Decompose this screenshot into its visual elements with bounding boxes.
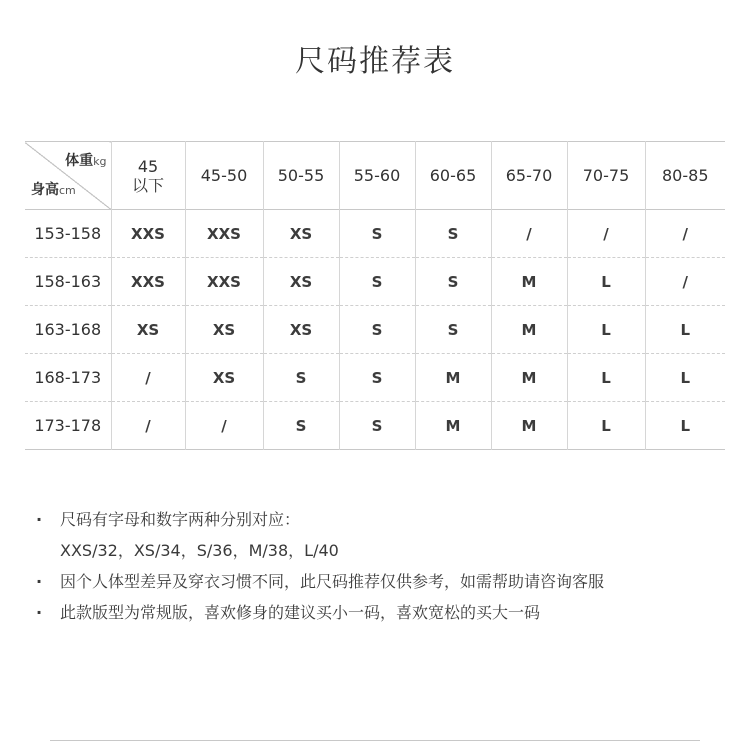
table-header-row bbox=[25, 142, 725, 210]
note-text: XXS/32，XS/34，S/36，M/38，L/40 bbox=[60, 541, 339, 560]
note-text: 尺码有字母和数字两种分别对应： bbox=[60, 510, 301, 529]
size-cell: L bbox=[680, 416, 691, 435]
size-cell: S bbox=[415, 210, 491, 258]
size-cell: L bbox=[680, 320, 691, 339]
table-corner-cell bbox=[25, 142, 111, 210]
size-cell: S bbox=[339, 354, 415, 402]
table-row bbox=[25, 210, 725, 258]
weight-column-header bbox=[111, 142, 185, 210]
table-row bbox=[25, 354, 725, 402]
weight-column-header bbox=[415, 142, 491, 210]
note-item bbox=[34, 597, 724, 628]
weight-axis-label: 体重kg bbox=[65, 153, 107, 169]
weight-column-label: 45-50 bbox=[200, 166, 248, 185]
size-cell: M bbox=[491, 306, 567, 354]
size-cell: XXS bbox=[111, 210, 185, 258]
height-range-cell: 153-158 bbox=[25, 210, 111, 258]
size-cell: XXS bbox=[185, 258, 263, 306]
size-cell: L bbox=[567, 402, 645, 450]
height-axis-label: 身高cm bbox=[31, 182, 76, 198]
height-range-cell: 173-178 bbox=[25, 402, 111, 450]
height-range-cell: 158-163 bbox=[25, 258, 111, 306]
weight-column-label: 50-55 bbox=[277, 166, 325, 185]
size-cell: XS bbox=[263, 306, 339, 354]
height-range-cell: 168-173 bbox=[25, 354, 111, 402]
weight-column-header bbox=[339, 142, 415, 210]
page-title: 尺码推荐表 bbox=[295, 44, 455, 79]
table-body bbox=[25, 210, 725, 450]
size-cell: M bbox=[415, 402, 491, 450]
size-cell: S bbox=[339, 210, 415, 258]
size-cell: S bbox=[339, 258, 415, 306]
size-cell: / bbox=[185, 402, 263, 450]
bullet-icon: · bbox=[36, 572, 43, 591]
weight-column-header bbox=[263, 142, 339, 210]
size-cell: / bbox=[682, 224, 688, 243]
table-row bbox=[25, 402, 725, 450]
size-cell: S bbox=[415, 306, 491, 354]
weight-column-label: 以下 bbox=[131, 175, 164, 195]
weight-column-label: 80-85 bbox=[662, 166, 709, 185]
size-cell: / bbox=[567, 210, 645, 258]
note-text: 此款版型为常规版，喜欢修身的建议买小一码，喜欢宽松的买大一码 bbox=[60, 603, 541, 622]
size-cell: S bbox=[263, 354, 339, 402]
size-cell: L bbox=[680, 368, 691, 387]
size-cell: L bbox=[567, 354, 645, 402]
weight-column-header bbox=[645, 142, 725, 210]
size-cell: S bbox=[263, 402, 339, 450]
weight-column-header bbox=[491, 142, 567, 210]
size-cell: L bbox=[567, 306, 645, 354]
size-cell: / bbox=[111, 354, 185, 402]
note-item bbox=[34, 535, 724, 566]
size-cell: M bbox=[415, 354, 491, 402]
size-cell: / bbox=[491, 210, 567, 258]
size-cell: XXS bbox=[111, 258, 185, 306]
weight-column-label: 60-65 bbox=[429, 166, 477, 185]
bullet-icon: · bbox=[36, 603, 43, 622]
size-cell: / bbox=[682, 272, 688, 291]
weight-column-label: 45 bbox=[137, 156, 159, 176]
size-cell: M bbox=[491, 354, 567, 402]
size-chart-table bbox=[25, 141, 725, 450]
size-cell: M bbox=[491, 258, 567, 306]
size-cell: XS bbox=[185, 306, 263, 354]
size-cell: XXS bbox=[185, 210, 263, 258]
bullet-icon: · bbox=[36, 510, 43, 529]
note-item bbox=[34, 566, 724, 597]
size-cell: S bbox=[339, 306, 415, 354]
table-row bbox=[25, 306, 725, 354]
weight-column-label: 70-75 bbox=[582, 166, 630, 185]
note-text: 因个人体型差异及穿衣习惯不同，此尺码推荐仅供参考，如需帮助请咨询客服 bbox=[60, 572, 605, 591]
size-cell: S bbox=[339, 402, 415, 450]
weight-column-header bbox=[185, 142, 263, 210]
weight-column-header bbox=[567, 142, 645, 210]
note-item bbox=[34, 504, 724, 535]
height-range-cell: 163-168 bbox=[25, 306, 111, 354]
table-row bbox=[25, 258, 725, 306]
weight-column-label: 55-60 bbox=[353, 166, 401, 185]
size-cell: / bbox=[111, 402, 185, 450]
size-cell: S bbox=[415, 258, 491, 306]
size-cell: XS bbox=[263, 210, 339, 258]
weight-column-label: 65-70 bbox=[505, 166, 553, 185]
notes-list bbox=[34, 504, 724, 628]
size-cell: M bbox=[491, 402, 567, 450]
bottom-divider bbox=[50, 740, 700, 741]
size-cell: XS bbox=[185, 354, 263, 402]
size-cell: XS bbox=[111, 306, 185, 354]
size-cell: XS bbox=[263, 258, 339, 306]
size-cell: L bbox=[567, 258, 645, 306]
